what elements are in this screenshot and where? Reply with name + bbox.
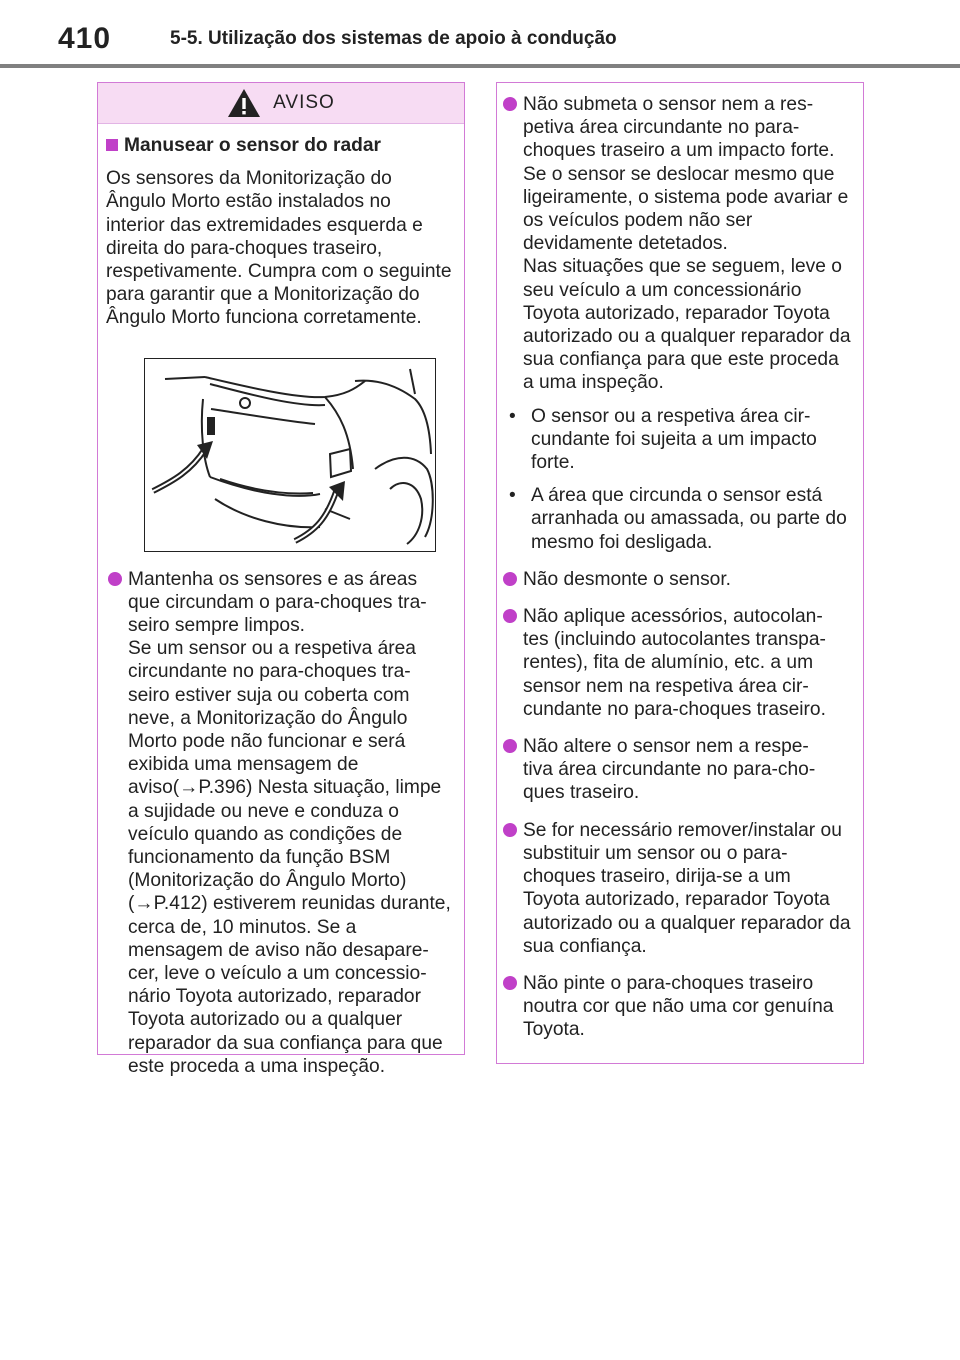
section-title: 5-5. Utilização dos sistemas de apoio à condução: [170, 28, 617, 49]
bullet-dot-icon: [503, 97, 517, 111]
warning-label: AVISO: [273, 92, 335, 113]
sub-bullet-mark: •: [509, 405, 516, 427]
list-item: [106, 568, 452, 1078]
bullet-dot-icon: [108, 572, 122, 586]
list-item: [501, 568, 851, 591]
warning-triangle-icon: [227, 88, 261, 118]
list-item: [501, 819, 851, 958]
header-rule: [0, 64, 960, 68]
bullet-dot-icon: [503, 609, 517, 623]
square-bullet-icon: [106, 139, 118, 151]
bullet-text: Não altere o sensor nem a respe- tiva área circundante no para-cho- ques traseiro.: [523, 736, 816, 804]
bullet-text: Mantenha os sensores e as áreas que circundam o para-choques tra- seiro sempre limpos. Se um sensor ou a respetiva área circundante no para-choques tra- seiro estiver suja ou coberta com neve, a Monitorização do Ângulo Morto pode não funcionar e será exibida uma mensagem de aviso(→P.396) Nesta situação, limpe a sujidade ou neve e conduza o veículo quando as condições de funcionamento da função BSM (Monitorização do Ângulo Morto) (→P.412) estiverem reunidas durante, cerca de, 10 minutos. Se a mensagem de aviso não desapare- cer, leve o veículo a um concessio- nário Toyota autorizado, reparador Toyota autorizado ou a qualquer reparador da sua confiança para que este proceda a uma inspeção.: [128, 568, 451, 1077]
list-item: [501, 93, 851, 395]
warning-heading: [106, 134, 452, 157]
bullet-dot-icon: [503, 976, 517, 990]
sub-bullet-text: A área que circunda o sensor está arranhada ou amassada, ou parte do mesmo foi desligada.: [531, 485, 847, 553]
bullet-text: Não submeta o sensor nem a res- petiva área circundante no para- choques traseiro a um impacto forte. Se o sensor se deslocar mesmo que ligeiramente, o sistema pode avariar e os veículos podem não ser devidamente detetados. Nas situações que se seguem, leve o seu veículo a um concessionário Toyota autorizado, reparador Toyota autorizado ou a qualquer reparador da sua confiança para que este proceda a uma inspeção.: [523, 94, 851, 394]
warning-intro: Os sensores da Monitorização do Ângulo Morto estão instalados no interior das extremidades esquerda e direita do para-choques traseiro, respetivamente. Cumpra com o seguinte para garantir que a Monitorização do Ângulo Morto funciona corretamente.: [106, 168, 452, 329]
bullet-dot-icon: [503, 572, 517, 586]
list-item: [501, 735, 851, 805]
bullet-dot-icon: [503, 739, 517, 753]
page-number: 410: [58, 22, 112, 55]
warning-box-left: [97, 82, 465, 1077]
sub-list-item: [501, 405, 851, 475]
bullet-dot-icon: [503, 823, 517, 837]
rear-bumper-illustration: [144, 358, 436, 552]
sub-bullet-mark: •: [509, 485, 516, 507]
list-item: [501, 605, 851, 721]
list-item: [501, 972, 851, 1042]
bullet-text: Não aplique acessórios, autocolan- tes (incluindo autocolantes transpa- rentes), fita de alumínio, etc. a um sensor nem na respetiva área cir- cundante no para-choques traseiro.: [523, 606, 826, 720]
sub-list-item: [501, 484, 851, 554]
warning-banner: [98, 83, 464, 124]
sub-bullet-text: O sensor ou a respetiva área cir- cundante foi sujeita a um impacto forte.: [531, 405, 817, 474]
bullet-text: Não desmonte o sensor.: [523, 568, 731, 590]
bullet-text: Se for necessário remover/instalar ou substituir um sensor ou o para- choques traseiro, dirija-se a um Toyota autorizado, reparador Toyota autorizado ou a qualquer reparador da sua confiança.: [523, 819, 851, 957]
warning-heading-text: Manusear o sensor do radar: [124, 135, 381, 156]
bullet-text: Não pinte o para-choques traseiro noutra cor que não uma cor genuína Toyota.: [523, 972, 834, 1041]
page-header: [0, 0, 960, 68]
warning-box-right: [496, 82, 864, 1064]
